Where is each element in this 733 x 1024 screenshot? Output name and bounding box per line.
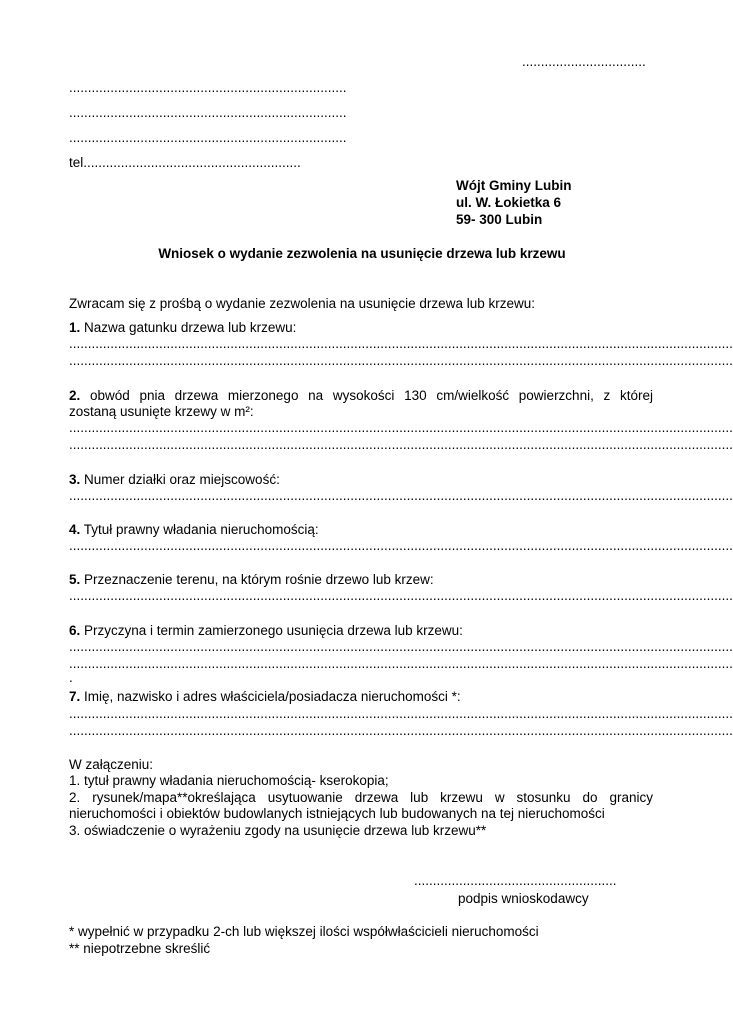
item-7-heading: 7. Imię, nazwisko i adres właściciela/posiadacza nieruchomości *: [69, 689, 461, 704]
sender-address-line: .......................................................................... [69, 105, 347, 120]
item-2-heading-cont: zostaną usunięte krzewy w m²: [69, 404, 254, 419]
attachments-heading: W załączeniu: [69, 757, 154, 772]
item-1-heading: 1. Nazwa gatunku drzewa lub krzewu: [69, 320, 297, 335]
addressee-line-3: 59- 300 Lubin [456, 212, 543, 227]
attachment-2: 2. rysunek/mapa**określająca usytuowanie drzewa lub krzewu w stosunku do granicy [69, 790, 653, 805]
footnote-2: ** niepotrzebne skreślić [69, 941, 211, 956]
sender-address-line-2: .......................................................................... [69, 130, 347, 145]
signature-label: podpis wnioskodawcy [458, 891, 589, 906]
item-1-fill-line: ................................................................................................................................................................................. [69, 353, 733, 368]
tel-line: tel.......................................................... [69, 155, 301, 170]
date-place-line: ................................. [522, 54, 646, 69]
intro-text: Zwracam się z prośbą o wydanie zezwolenia na usunięcie drzewa lub krzewu: [69, 296, 535, 311]
item-4-fill-line: ................................................................................................................................................................................. [69, 538, 733, 553]
item-3-heading: 3. Numer działki oraz miejscowość: [69, 472, 280, 487]
item-5-heading: 5. Przeznaczenie terenu, na którym rośnie drzewo lub krzew: [69, 572, 434, 587]
item-6-heading: 6. Przyczyna i termin zamierzonego usunięcia drzewa lub krzewu: [69, 623, 463, 638]
attachment-2-cont: nieruchomości i obiektów budowlanych istniejących lub budowanych na tej nieruchomości [69, 806, 605, 821]
item-6-fill-line: ................................................................................................................................................................................. [69, 639, 733, 654]
item-3-fill-line: ................................................................................................................................................................................. [69, 488, 733, 503]
document-title: Wniosek o wydanie zezwolenia na usunięcie drzewa lub krzewu [158, 246, 566, 261]
addressee-line-1: Wójt Gminy Lubin [456, 178, 572, 193]
item-6-trailing-dot: . [69, 670, 73, 685]
footnote-1: * wypełnić w przypadku 2-ch lub większej ilości współwłaścicieli nieruchomości [69, 924, 539, 939]
item-1-fill-line: ................................................................................................................................................................................. [69, 336, 733, 351]
attachment-1: 1. tytuł prawny władania nieruchomością- kserokopia; [69, 773, 389, 788]
addressee-line-2: ul. W. Łokietka 6 [456, 195, 562, 210]
sender-name-line: .......................................................................... [69, 80, 347, 95]
item-2-heading: 2. obwód pnia drzewa mierzonego na wysokości 130 cm/wielkość powierzchni, z której [69, 388, 653, 403]
item-7-fill-line: ................................................................................................................................................................................. [69, 706, 733, 721]
attachment-3: 3. oświadczenie o wyrażeniu zgody na usunięcie drzewa lub krzewu** [69, 823, 487, 838]
item-7-fill-line: ................................................................................................................................................................................. [69, 723, 733, 738]
item-4-heading: 4. Tytuł prawny władania nieruchomością: [69, 522, 319, 537]
signature-line: ...................................................... [414, 873, 617, 888]
item-5-fill-line: ................................................................................................................................................................................. [69, 588, 733, 603]
item-6-fill-line: ................................................................................................................................................................................. [69, 656, 733, 671]
item-2-fill-line: ................................................................................................................................................................................. [69, 437, 733, 452]
item-2-fill-line: ................................................................................................................................................................................. [69, 420, 733, 435]
